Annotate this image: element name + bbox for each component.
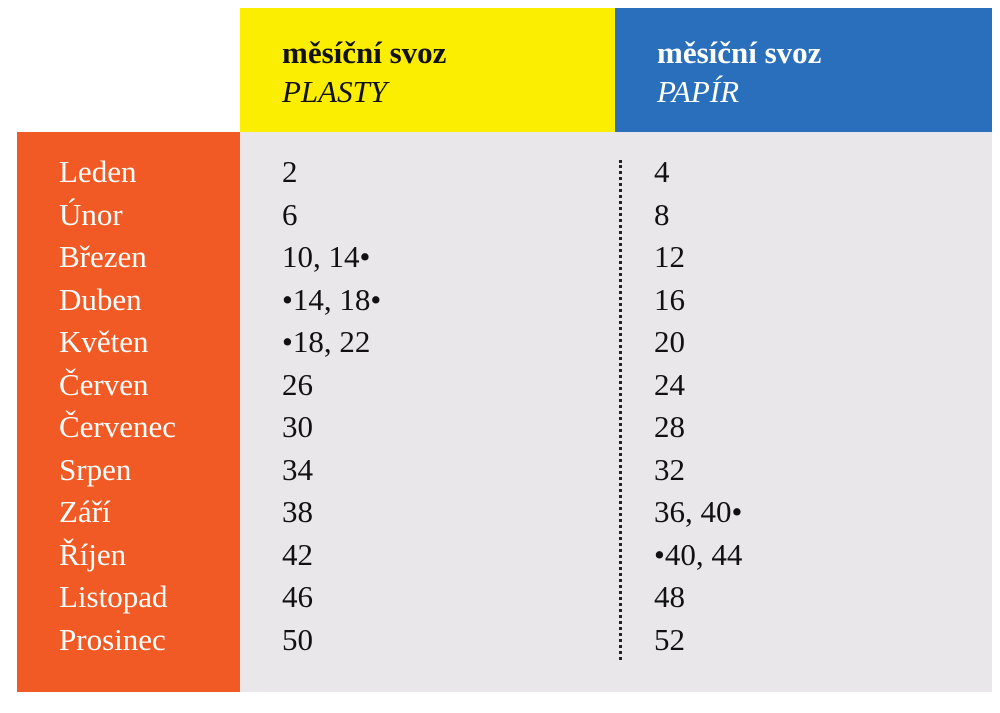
month-cell: Červen bbox=[59, 366, 149, 402]
papir-week-cell: 20 bbox=[654, 324, 685, 359]
month-cell: Březen bbox=[59, 239, 147, 274]
plasty-header bbox=[240, 8, 615, 132]
month-cell: Duben bbox=[59, 281, 142, 317]
month-cell: Prosinec bbox=[59, 621, 166, 657]
plasty-week-cell: 50 bbox=[282, 621, 313, 657]
plasty-weeks-list bbox=[282, 151, 381, 661]
papir-week-cell: 28 bbox=[654, 409, 685, 444]
month-cell: Leden bbox=[59, 154, 137, 189]
papir-header-title: měsíční svoz bbox=[657, 35, 822, 70]
plasty-week-cell: 2 bbox=[282, 154, 298, 189]
month-cell: Říjen bbox=[59, 536, 127, 572]
months-list bbox=[59, 151, 176, 661]
papir-week-cell: 16 bbox=[654, 281, 685, 317]
month-cell: Únor bbox=[59, 196, 123, 232]
plasty-week-cell: 38 bbox=[282, 494, 313, 529]
papir-header-subtitle: PAPÍR bbox=[657, 74, 740, 109]
papir-week-cell: 36, 40• bbox=[654, 494, 743, 529]
papir-week-cell: 52 bbox=[654, 621, 685, 657]
plasty-week-cell: 10, 14• bbox=[282, 239, 371, 274]
papir-week-cell: 24 bbox=[654, 366, 685, 402]
papir-week-cell: 12 bbox=[654, 239, 685, 274]
plasty-week-cell: •18, 22 bbox=[282, 324, 371, 359]
plasty-week-cell: 42 bbox=[282, 536, 313, 572]
plasty-week-cell: 26 bbox=[282, 366, 313, 402]
month-cell: Listopad bbox=[59, 579, 168, 614]
papir-week-cell: •40, 44 bbox=[654, 536, 743, 572]
plasty-week-cell: 34 bbox=[282, 451, 313, 487]
month-cell: Srpen bbox=[59, 451, 132, 487]
plasty-week-cell: •14, 18• bbox=[282, 281, 382, 317]
plasty-header-subtitle: PLASTY bbox=[282, 74, 388, 109]
month-cell: Září bbox=[59, 494, 111, 529]
papir-week-cell: 4 bbox=[654, 154, 670, 189]
papir-week-cell: 32 bbox=[654, 451, 685, 487]
papir-weeks-list bbox=[654, 151, 742, 661]
plasty-header-title: měsíční svoz bbox=[282, 35, 447, 70]
plasty-week-cell: 6 bbox=[282, 196, 298, 232]
plasty-week-cell: 30 bbox=[282, 409, 313, 444]
month-cell: Květen bbox=[59, 324, 149, 359]
papir-week-cell: 48 bbox=[654, 579, 685, 614]
column-divider bbox=[619, 160, 622, 660]
month-cell: Červenec bbox=[59, 409, 177, 444]
plasty-week-cell: 46 bbox=[282, 579, 313, 614]
papir-week-cell: 8 bbox=[654, 196, 670, 232]
papir-header bbox=[615, 8, 992, 132]
